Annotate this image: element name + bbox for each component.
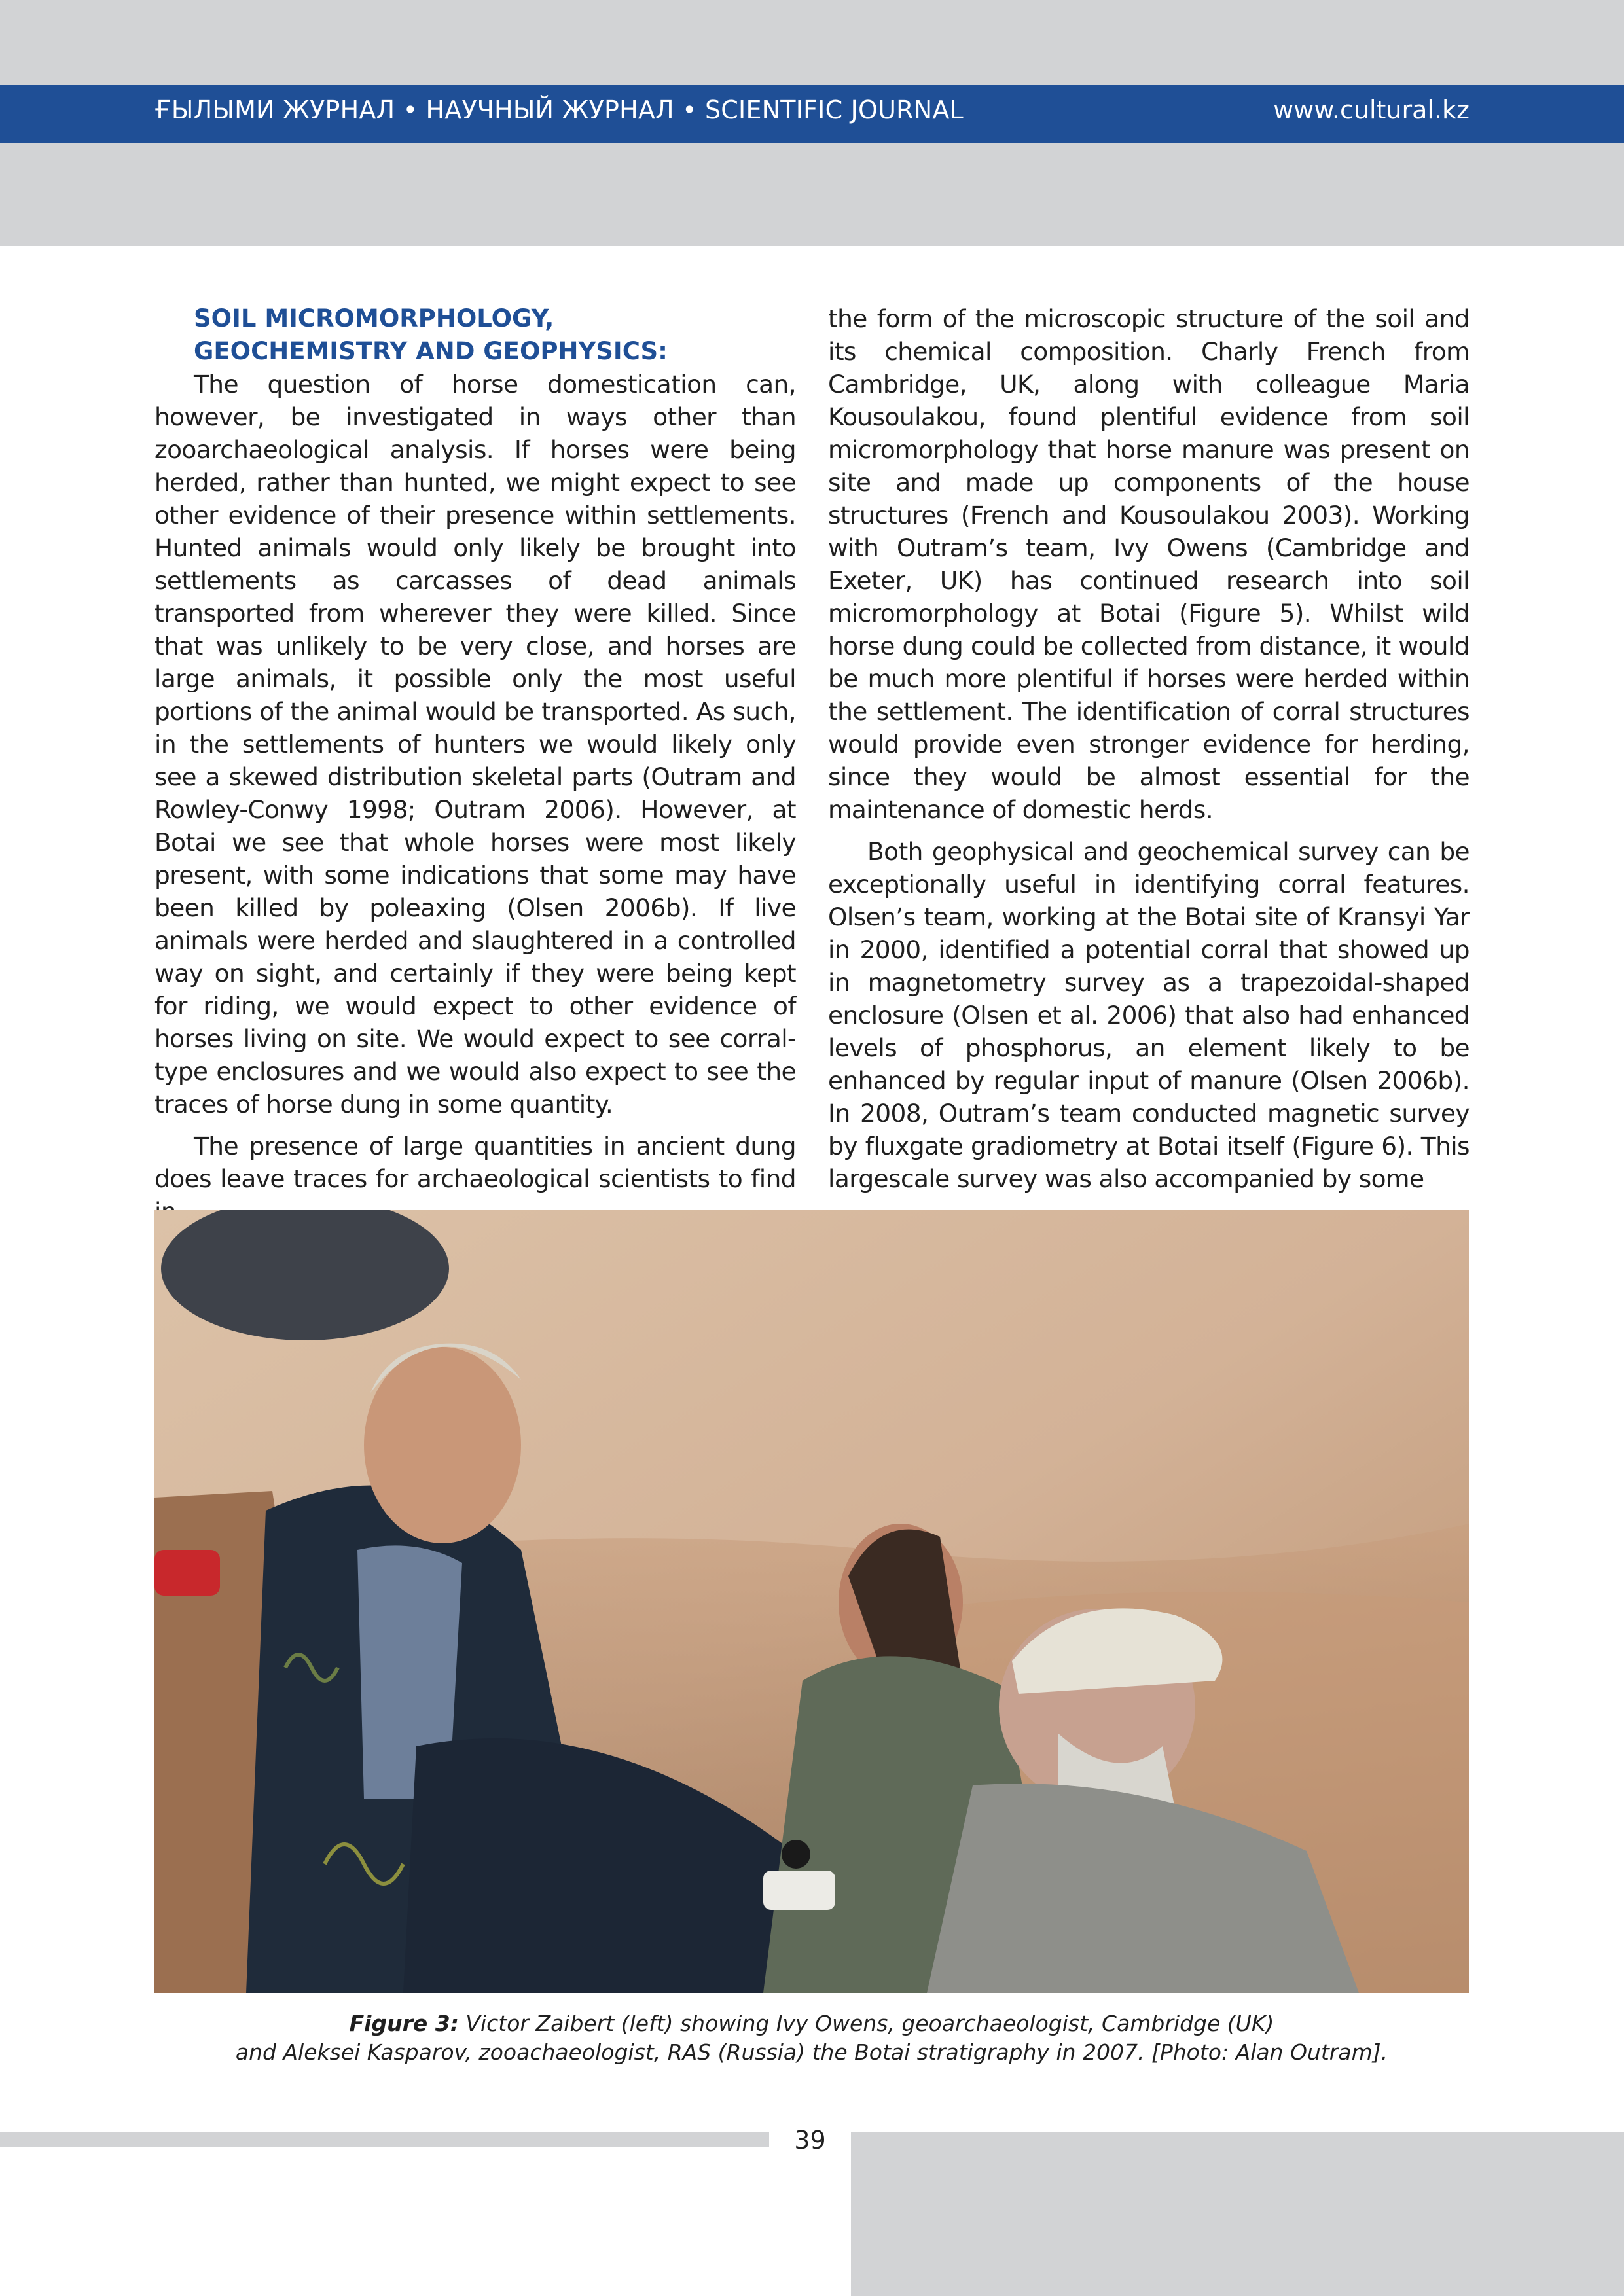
article-column-right — [828, 302, 1470, 1204]
figure-label: Figure 3: — [349, 2011, 459, 2036]
website-link[interactable]: www.cultural.kz — [1273, 96, 1470, 124]
caption-text1: Victor Zaibert (left) showing Ivy Owens, geoarchaeologist, Cambridge (UK) — [465, 2011, 1274, 2036]
section-heading-line1: SOIL MICROMORPHOLOGY, — [194, 304, 554, 332]
figure-photo — [154, 1210, 1469, 1993]
section-heading-line2: GEOCHEMISTRY AND GEOPHYSICS: — [194, 337, 668, 365]
article-column-left — [154, 302, 796, 1237]
paragraph: Both geophysical and geochemical survey can be exceptionally useful in identifying corral features. Olsen’s team, working at the Botai site of Kransyi Yar in 2000, identified a potential corral that showed up in magnetometry survey as a trapezoidal-shaped enclosure (Olsen et al. 2006) that also had enhanced levels of phosphorus, an element likely to be enhanced by regular input of manure (Olsen 2006b). In 2008, Outram’s team conducted magnetic survey by fluxgate gradiometry at Botai itself (Figure 6). This largescale survey was also accompanied by some — [828, 837, 1470, 1193]
paragraph: The presence of large quantities in ancient dung does leave traces for archaeological scientists to find — [154, 1132, 796, 1193]
footer-box-right — [851, 2132, 1624, 2296]
section-heading — [194, 302, 796, 368]
journal-title: ҒЫЛЫМИ ЖУРНАЛ • НАУЧНЫЙ ЖУРНАЛ • SCIENTIFIC JOURNAL — [154, 96, 964, 124]
figure-caption — [154, 2009, 1469, 2067]
caption-line1 — [154, 2009, 1469, 2038]
excavation-photo-illustration — [154, 1210, 1469, 1993]
page-number: 39 — [794, 2126, 826, 2155]
paragraph: the form of the microscopic structure of the soil and its chemical composition. Charly French from Cambridge, UK, along with colleague Maria Kousoulakou, found plentiful evidence from soil micromorphology that horse manure was present on site and made up components of the house structures (French and Kousoulakou 2003). Working with Outram’s team, Ivy Owens (Cambridge and Exeter, UK) has continued research into soil micromorphology at Botai (Figure 5). Whilst wild horse dung could be collected from distance, it would be much more plentiful if horses were herded within the settlement. The identification of corral structures would provide even stronger evidence for herding, since they would be almost essential for the maintenance of domestic herds. — [828, 304, 1470, 824]
paragraph: The question of horse domestication can, however, be investigated in ways other than zooarchaeological analysis. If horses were being herded, rather than hunted, we might expect to see other evidence of their presence within settlements. Hunted animals would only likely be brought into settlements as carcasses of dead animals transported from wherever they were killed. Since that was unlikely to be very close, and horses are large animals, it possible only the most useful portions of the animal would be transported. As such, in the settlements of hunters we would likely only see a skewed distribution skeletal parts (Outram and Rowley-Conwy 1998; Outram 2006). However, at Botai we see that whole horses were most likely present, with some indications that some may have been killed by poleaxing (Olsen 2006b). If live animals were herded and slaughtered in a controlled way on sight, and certainly if they were being kept for riding, we would expect to other evidence of horses living on site. We would expect to see corral-type enclosures and we would also expect to see the traces of horse dung in some quantity. — [154, 370, 796, 1119]
footer-bar-left — [0, 2132, 769, 2147]
caption-line2: and Aleksei Kasparov, zooachaeologist, RAS (Russia) the Botai stratigraphy in 2007. [Photo: Alan Outram]. — [235, 2039, 1388, 2065]
